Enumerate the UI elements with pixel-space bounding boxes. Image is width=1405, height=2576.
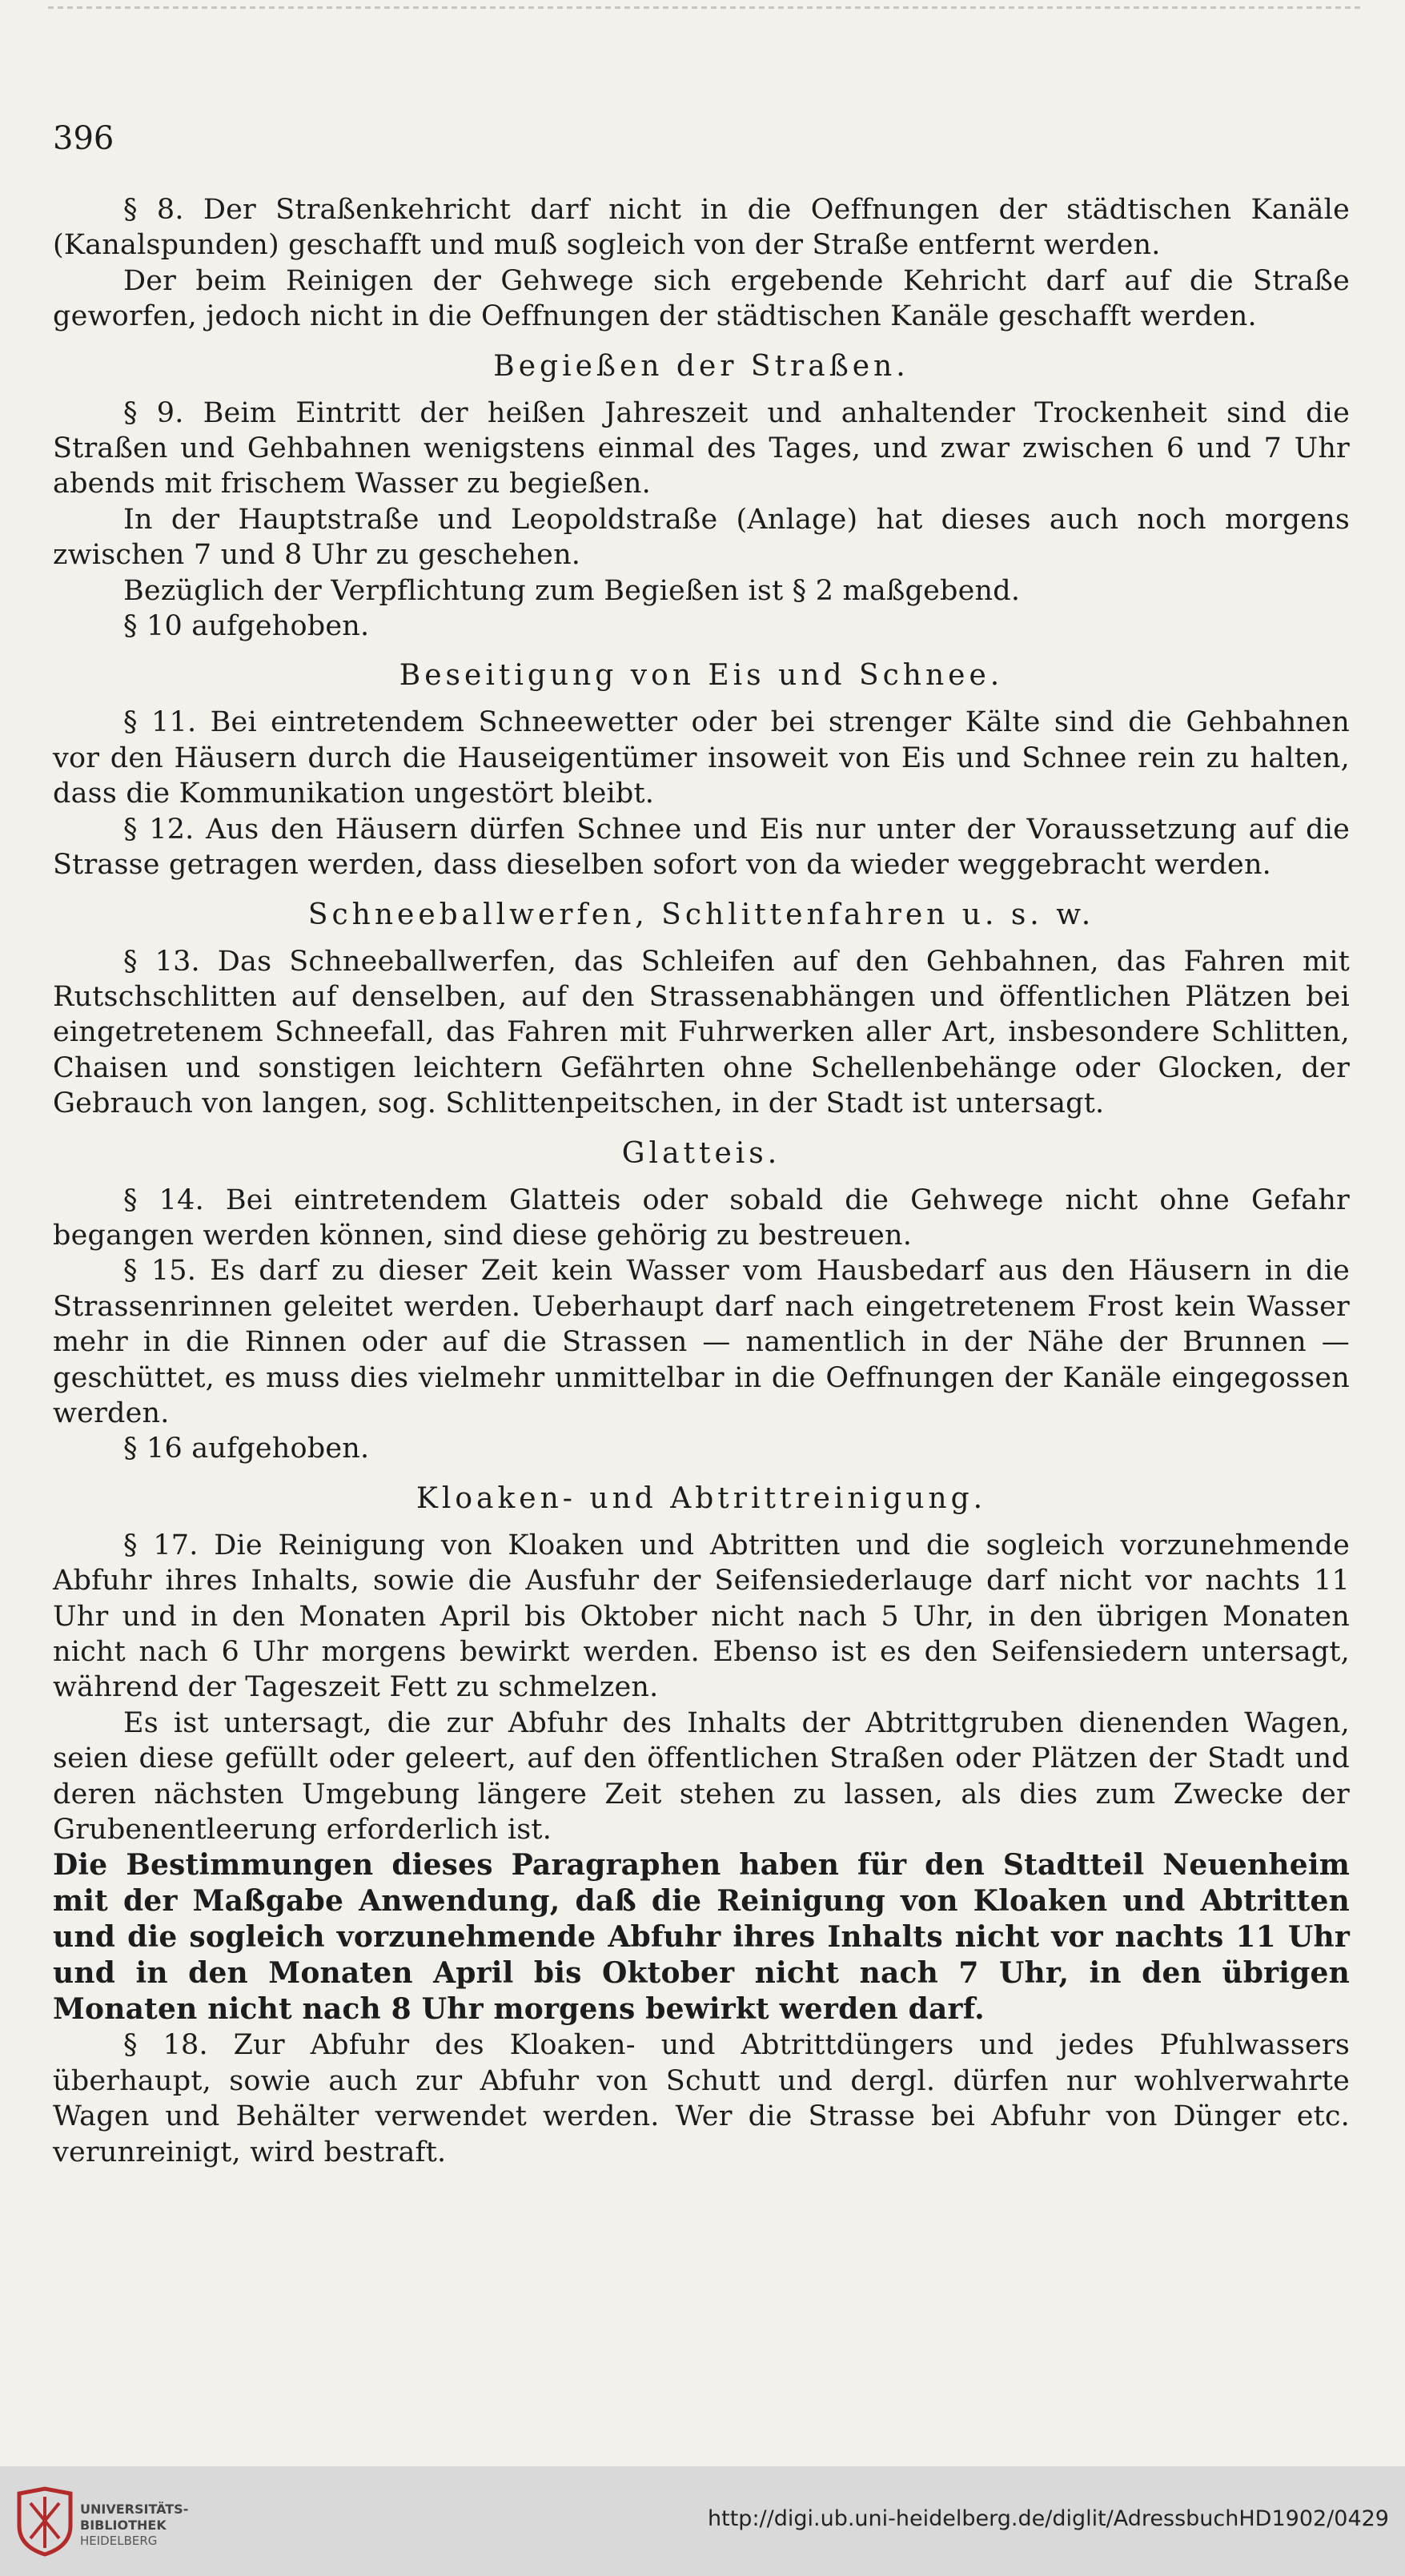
paragraph: Bezüglich der Verpflichtung zum Begießen ist § 2 maßgebend.: [123, 574, 1021, 607]
section-heading: Begießen der Straßen.: [493, 349, 909, 383]
paragraph: § 12. Aus den Häusern dürfen Schnee und Eis nur unter der Voraussetzung auf die Strasse getragen werden, dass dieselben sofort von da wieder weggebracht werden.: [53, 813, 1350, 882]
section-heading: Schneeballwerfen, Schlittenfahren u. s. w.: [307, 898, 1095, 931]
section-heading: Beseitigung von Eis und Schnee.: [399, 659, 1004, 693]
library-logo[interactable]: [14, 2486, 223, 2558]
footer-bar: [0, 2466, 1405, 2576]
paragraph: § 9. Beim Eintritt der heißen Jahreszeit und anhaltender Trockenheit sind die Straßen und Gehbahnen wenigstens einmal des Tages, und zwar zwischen 6 und 7 Uhr abends mit frischem Wasser zu begießen.: [53, 396, 1350, 500]
paragraph: In der Hauptstraße und Leopoldstraße (Anlage) hat dieses auch noch morgens zwischen 7 und 8 Uhr zu geschehen.: [53, 503, 1350, 572]
university-seal-icon: [14, 2486, 77, 2558]
paragraph: Es ist untersagt, die zur Abfuhr des Inhalts der Abtrittgruben dienenden Wagen, seien diese gefüllt oder geleert, auf den öffentlichen Straßen oder Plätzen der Stadt und deren nächsten Umgebung längere Zeit stehen zu lassen, als dies zum Zwecke der Grubenentleerung erforderlich ist.: [53, 1706, 1350, 1847]
page-number: 396: [53, 120, 114, 157]
logo-text-line3: HEIDELBERG: [80, 2534, 158, 2548]
paragraph: § 16 aufgehoben.: [123, 1433, 370, 1465]
section-heading: Kloaken- und Abtrittreinigung.: [415, 1481, 987, 1515]
paragraph: § 11. Bei eintretendem Schneewetter oder bei strenger Kälte sind die Gehbahnen vor den Häusern durch die Hauseigentümer insoweit von Eis und Schnee rein zu halten, dass die Kommunikation ungestört bleibt.: [53, 706, 1350, 810]
paragraph: § 8. Der Straßenkehricht darf nicht in die Oeffnungen der städtischen Kanäle (Kanalspunden) geschafft und muß sogleich von der Straße entfernt werden.: [53, 194, 1350, 262]
paragraph: § 14. Bei eintretendem Glatteis oder sobald die Gehwege nicht ohne Gefahr begangen werden können, sind diese gehörig zu bestreuen.: [53, 1184, 1350, 1252]
logo-text-line1: UNIVERSITÄTS-: [80, 2502, 189, 2517]
paragraph: § 17. Die Reinigung von Kloaken und Abtritten und die sogleich vorzunehmende Abfuhr ihres Inhalts, sowie die Ausfuhr der Seifensiederlauge darf nicht vor nachts 11 Uhr und in den Monaten April bis Oktober nicht nach 5 Uhr, in den übrigen Monaten nicht nach 6 Uhr morgens bewirkt werden. Ebenso ist es den Seifensiedern untersagt, während der Tageszeit Fett zu schmelzen.: [53, 1529, 1350, 1704]
section-heading: Glatteis.: [621, 1136, 781, 1170]
paragraph: § 18. Zur Abfuhr des Kloaken- und Abtrittdüngers und jedes Pfuhlwassers überhaupt, sowie auch zur Abfuhr von Schutt und dergl. dürfen nur wohlverwahrte Wagen und Behälter verwendet werden. Wer die Strasse bei Abfuhr von Dünger etc. verunreinigt, wird bestraft.: [53, 2029, 1350, 2168]
paragraph: § 13. Das Schneeballwerfen, das Schleifen auf den Gehbahnen, das Fahren mit Rutschschlitten auf denselben, auf den Strassenabhängen und öffentlichen Plätzen bei eingetretenem Schneefall, das Fahren mit Fuhrwerken aller Art, insbesondere Schlitten, Chaisen und sonstigen leichtern Gefährten ohne Schellenbehänge oder Glocken, der Gebrauch von langen, sog. Schlittenpeitschen, in der Stadt ist untersagt.: [53, 945, 1350, 1120]
emphasized-paragraph: Die Bestimmungen dieses Paragraphen haben für den Stadtteil Neuenheim mit der Maßgabe Anwendung, daß die Reinigung von Kloaken und Abtritten und die sogleich vorzunehmende Abfuhr ihres Inhalts nicht vor nachts 11 Uhr und in den Monaten April bis Oktober nicht nach 7 Uhr, in den übrigen Monaten nicht nach 8 Uhr morgens bewirkt werden darf.: [53, 1848, 1350, 2027]
paragraph: § 10 aufgehoben.: [123, 610, 370, 643]
top-border-rule: [48, 6, 1361, 9]
permalink-url[interactable]: http://digi.ub.uni-heidelberg.de/diglit/AdressbuchHD1902/0429: [708, 2506, 1389, 2531]
document-body: [53, 192, 1350, 2170]
logo-text-line2: BIBLIOTHEK: [80, 2518, 167, 2533]
paragraph: Der beim Reinigen der Gehwege sich ergebende Kehricht darf auf die Straße geworfen, jedoch nicht in die Oeffnungen der städtischen Kanäle geschafft werden.: [53, 264, 1350, 333]
paragraph: § 15. Es darf zu dieser Zeit kein Wasser vom Hausbedarf aus den Häusern in die Strassenrinnen geleitet werden. Ueberhaupt darf nach eingetretenem Frost kein Wasser mehr in die Rinnen oder auf die Strassen — namentlich in der Nähe der Brunnen — geschüttet, es muss dies vielmehr unmittelbar in die Oeffnungen der Kanäle eingegossen werden.: [53, 1255, 1350, 1429]
